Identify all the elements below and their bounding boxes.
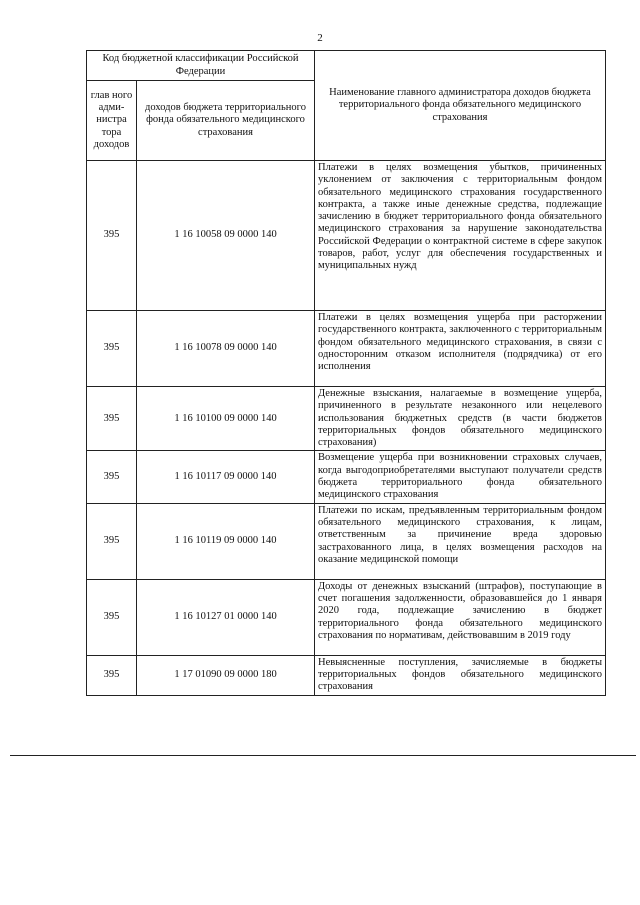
income-name-cell: Возмещение ущерба при возникновении страховых случаев, когда выгодоприобретателями выступают получатели средств бюджета территориального фонда обязательного медицинского страхования — [315, 451, 606, 503]
income-name-cell: Доходы от денежных взысканий (штрафов), поступающие в счет погашения задолженности, образовавшейся до 1 января 2020 года, подлежащие зачислению в бюджет территориального фонда обязательного медицинского страхования по нормативам, действовавшим в 2019 году — [315, 579, 606, 655]
income-code-cell: 1 16 10127 01 0000 140 — [137, 579, 315, 655]
income-name-cell: Платежи по искам, предъявленным территориальным фондом обязательного медицинского страхования, к лицам, ответственным за причинение вреда здоровью застрахованного лица, в целях возмещения расходов на оказание медицинской помощи — [315, 503, 606, 579]
income-code-cell: 1 16 10117 09 0000 140 — [137, 451, 315, 503]
admin-code-cell: 395 — [87, 161, 137, 311]
table-row — [87, 503, 606, 579]
admin-code-cell: 395 — [87, 451, 137, 503]
income-code-cell: 1 17 01090 09 0000 180 — [137, 655, 315, 695]
income-code-cell: 1 16 10119 09 0000 140 — [137, 503, 315, 579]
table-row — [87, 655, 606, 695]
page-number: 2 — [317, 32, 323, 44]
table-row — [87, 161, 606, 311]
income-name-cell: Денежные взыскания, налагаемые в возмещение ущерба, причиненного в результате незаконного или нецелевого использования бюджетных средств (в части бюджетов территориальных фондов обязательного медицинского страхования) — [315, 387, 606, 451]
admin-code-cell: 395 — [87, 387, 137, 451]
income-code-cell: 1 16 10078 09 0000 140 — [137, 311, 315, 387]
income-code-cell: 1 16 10058 09 0000 140 — [137, 161, 315, 311]
table-row — [87, 311, 606, 387]
header-admin-column: глав ного адми-нистра тора доходов — [87, 81, 137, 161]
income-code-cell: 1 16 10100 09 0000 140 — [137, 387, 315, 451]
income-name-cell: Невыясненные поступления, зачисляемые в бюджеты территориальных фондов обязательного медицинского страхования — [315, 655, 606, 695]
income-name-cell: Платежи в целях возмещения убытков, причиненных уклонением от заключения с территориальным фондом обязательного медицинского страхования государственного контракта, а также иные денежные средства, подлежащие зачислению в бюджет территориального фонда обязательного медицинского страхования за нарушение законодательства Российской Федерации о контрактной системе в сфере закупок товаров, работ, услуг для обеспечения государственных и муниципальных нужд — [315, 161, 606, 311]
income-name-cell: Платежи в целях возмещения ущерба при расторжении государственного контракта, заключенного с территориальным фондом обязательного медицинского страхования, в связи с односторонним отказом исполнителя (подрядчика) от его исполнения — [315, 311, 606, 387]
budget-classification-table — [86, 50, 606, 696]
admin-code-cell: 395 — [87, 311, 137, 387]
admin-code-cell: 395 — [87, 503, 137, 579]
table-row — [87, 579, 606, 655]
admin-code-cell: 395 — [87, 655, 137, 695]
table-row — [87, 451, 606, 503]
page-bottom-rule — [10, 755, 636, 756]
admin-code-cell: 395 — [87, 579, 137, 655]
header-name-column: Наименование главного администратора доходов бюджета территориального фонда обязательного медицинского страхования — [315, 51, 606, 161]
header-group-title: Код бюджетной классификации Российской Федерации — [87, 51, 315, 81]
table-row — [87, 387, 606, 451]
header-income-column: доходов бюджета территориального фонда обязательного медицинского страхования — [137, 81, 315, 161]
